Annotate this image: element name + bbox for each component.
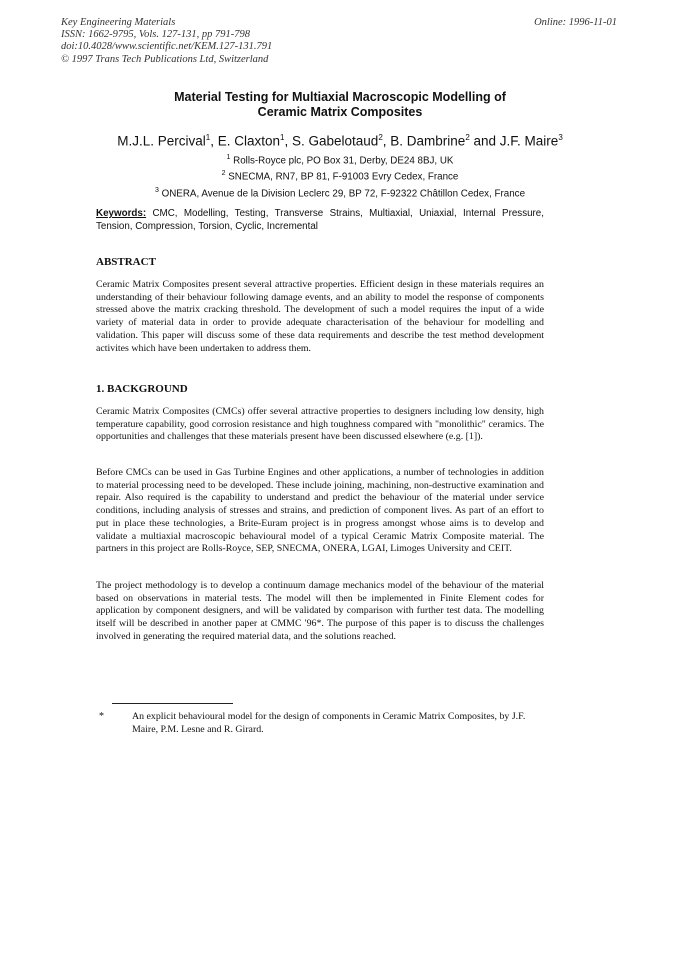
author-affiliation-mark: 1: [280, 133, 285, 142]
affiliation: [60, 151, 620, 167]
author-separator: ,: [382, 133, 391, 149]
author: B. Dambrine: [390, 133, 466, 149]
paper-title-line-2: Ceramic Matrix Composites: [257, 105, 423, 119]
body-paragraph: Ceramic Matrix Composites (CMCs) offer several attractive properties to designers including low density, high temperature capability, good corrosion resistance and high toughness compared with "monolithic" ceramics. The opportunities and challenges that these materials present have been discussed elsewhere (e.g. [1]).: [96, 406, 544, 443]
author-affiliation-mark: 1: [205, 133, 211, 142]
body-paragraph: The project methodology is to develop a continuum damage mechanics model of the behaviour of the material based on observations in material tests. The model will then be implemented in Finite Element codes for application by component designers, and will be validated by comparison with further test data. The modelling itself will be described in another paper at CMMC '96*. The purpose of this paper is to discuss the challenges involved in generating the required material data, and the solutions reached.: [96, 580, 544, 642]
affiliation-text: SNECMA, RN7, BP 81, F-91003 Evry Cedex, France: [228, 171, 459, 183]
keywords-label: Keywords:: [96, 208, 147, 219]
keywords: [96, 208, 544, 233]
author-separator: and: [469, 133, 500, 149]
doi-line: doi:10.4028/www.scientific.net/KEM.127-131.791: [61, 41, 273, 53]
abstract-paragraph: Ceramic Matrix Composites present several attractive properties. Efficient design in these materials requires an understanding of their behaviour following damage events, and an ability to model the response of components stressed above the matrix cracking threshold. The development of such a model requires the input of a wide variety of material data in order to provide adequate characterisation of the behaviour for modelling and validation. This paper will discuss some of these data requirements and describe the test method development activites which have been undertaken to address them.: [96, 279, 544, 354]
body-paragraph: Before CMCs can be used in Gas Turbine Engines and other applications, a number of technologies in addition to material processing need to be developed. These include joining, machining, non-destructive examination and repair. Also required is the capability to understand and predict the behaviour of the material under service conditions, including analysis of stresses and strains, and prediction of component lives. As part of an effort to put in place these technologies, a Brite-Euram project is in progress amongst whose aims is to develop and validate a multiaxial macroscopic behavioural model of a typical Ceramic Matrix Composite material. The partners in this project are Rolls-Royce, SEP, SNECMA, ONERA, LGAI, Limoges University and CEIT.: [96, 467, 544, 555]
keywords-text: CMC, Modelling, Testing, Transverse Strains, Multiaxial, Uniaxial, Internal Pressure, Tension, Compression, Torsion, Cyclic, Incremental: [96, 208, 544, 232]
author-separator: ,: [284, 133, 292, 149]
author: E. Claxton: [217, 133, 281, 149]
affiliation: [60, 167, 620, 183]
journal-name: Key Engineering Materials: [61, 17, 176, 28]
copyright-line: © 1997 Trans Tech Publications Ltd, Switzerland: [61, 53, 269, 65]
affiliation: [60, 184, 620, 200]
affiliation-text: Rolls-Royce plc, PO Box 31, Derby, DE24 8BJ, UK: [233, 155, 454, 167]
author-affiliation-mark: 2: [378, 133, 383, 142]
author-affiliation-mark: 3: [558, 133, 563, 142]
affiliation-number: 3: [154, 187, 159, 194]
footnote-text: An explicit behavioural model for the design of components in Ceramic Matrix Composites, by J.F. Maire, P.M. Lesne and R. Girard.: [132, 711, 526, 735]
author: M.J.L. Percival: [117, 133, 206, 149]
author: S. Gabelotaud: [291, 133, 379, 149]
author: J.F. Maire: [499, 133, 559, 149]
author-list: [60, 129, 620, 150]
abstract-heading: ABSTRACT: [96, 256, 156, 268]
page-header: [61, 17, 617, 66]
issn-line: ISSN: 1662-9795, Vols. 127-131, pp 791-798: [61, 29, 250, 41]
affiliation-text: ONERA, Avenue de la Division Leclerc 29, BP 72, F-92322 Châtillon Cedex, France: [161, 188, 526, 200]
affiliation-number: 1: [226, 154, 231, 161]
author-affiliation-mark: 2: [465, 133, 470, 142]
paper-title-line-1: Material Testing for Multiaxial Macroscopic Modelling of: [174, 90, 506, 104]
footnote-mark: *: [99, 711, 104, 722]
background-heading: 1. BACKGROUND: [96, 383, 188, 395]
author-separator: ,: [210, 133, 218, 149]
footnote-rule: [112, 703, 233, 704]
affiliation-number: 2: [221, 170, 226, 177]
online-date: Online: 1996-11-01: [534, 17, 617, 28]
